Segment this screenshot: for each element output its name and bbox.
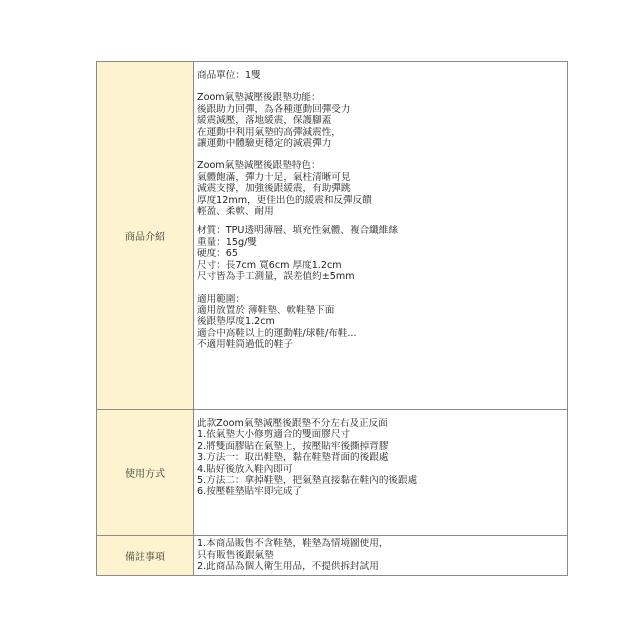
product-content [194, 62, 568, 410]
spec-line: 尺寸：長7cm 寬6cm 厚度1.2cm [197, 259, 342, 271]
spec-line: 硬度：65 [197, 248, 238, 260]
spec-line: 材質：TPU透明薄層、填充性氣體、複合纖維絲 [197, 225, 398, 237]
product-info-table [96, 61, 568, 576]
usage-label: 使用方式 [97, 410, 194, 536]
scope-line: 適合中高鞋以上的運動鞋/球鞋/布鞋... [197, 327, 357, 339]
feature-line: 輕盈、柔軟、耐用 [197, 206, 274, 218]
function-title: Zoom氣墊減壓後跟墊功能： [197, 92, 321, 104]
usage-line: 6.按壓鞋墊貼牢即完成了 [197, 486, 303, 498]
usage-line: 2.將雙面膠貼在氣墊上，按壓貼牢後撕掉背膠 [197, 440, 389, 452]
notes-row [97, 536, 568, 576]
usage-line: 此款Zoom氣墊減壓後跟墊不分左右及正反面 [197, 418, 388, 429]
feature-line: 厚度12mm，更佳出色的緩震和反彈反饋 [197, 194, 372, 206]
notes-content [194, 536, 568, 576]
product-label: 商品介紹 [97, 62, 194, 410]
usage-line: 1.依氣墊大小修剪適合的雙面膠尺寸 [197, 429, 351, 441]
notes-line: 1.本商品販售不含鞋墊，鞋墊為情境圖使用， [197, 538, 389, 550]
function-line: 緩震減壓，落地緩震，保護腳蓋 [197, 115, 332, 127]
usage-line: 5.方法二：拿掉鞋墊，把氣墊直接黏在鞋內的後跟處 [197, 475, 418, 487]
usage-line: 3.方法一：取出鞋墊，黏在鞋墊背面的後跟處 [197, 452, 389, 464]
feature-line: 氣體飽滿，彈力十足，氣柱清晰可見 [197, 171, 351, 183]
notes-line: 只有販售後跟氣墊 [197, 549, 274, 561]
notes-label: 備註事項 [97, 536, 194, 576]
spec-line: 尺寸皆為手工測量，誤差值約±5mm [197, 271, 355, 283]
usage-row [97, 410, 568, 536]
usage-content [194, 410, 568, 536]
function-line: 後跟助力回彈，為各種運動回彈受力 [197, 103, 351, 115]
scope-title: 適用範圍： [197, 293, 245, 305]
function-line: 讓運動中體驗更穩定的減震彈力 [197, 138, 332, 150]
scope-line: 不適用鞋筒過低的鞋子 [197, 339, 293, 351]
scope-line: 後跟墊厚度1.2cm [197, 316, 275, 328]
scope-line: 適用放置於 薄鞋墊、軟鞋墊下面 [197, 304, 335, 316]
spec-line: 重量：15g/雙 [197, 236, 257, 248]
usage-line: 4.貼好後放入鞋內即可 [197, 463, 293, 475]
unit-text: 商品單位：1雙 [197, 70, 261, 81]
feature-title: Zoom氣墊減壓後跟墊特色： [197, 160, 321, 172]
function-line: 在運動中利用氣墊的高彈減震性， [197, 126, 341, 138]
product-row [97, 62, 568, 410]
feature-line: 減震支撐，加強後跟緩震，有助彈跳 [197, 183, 351, 195]
notes-line: 2.此商品為個人衛生用品，不提供拆封試用 [197, 561, 379, 573]
